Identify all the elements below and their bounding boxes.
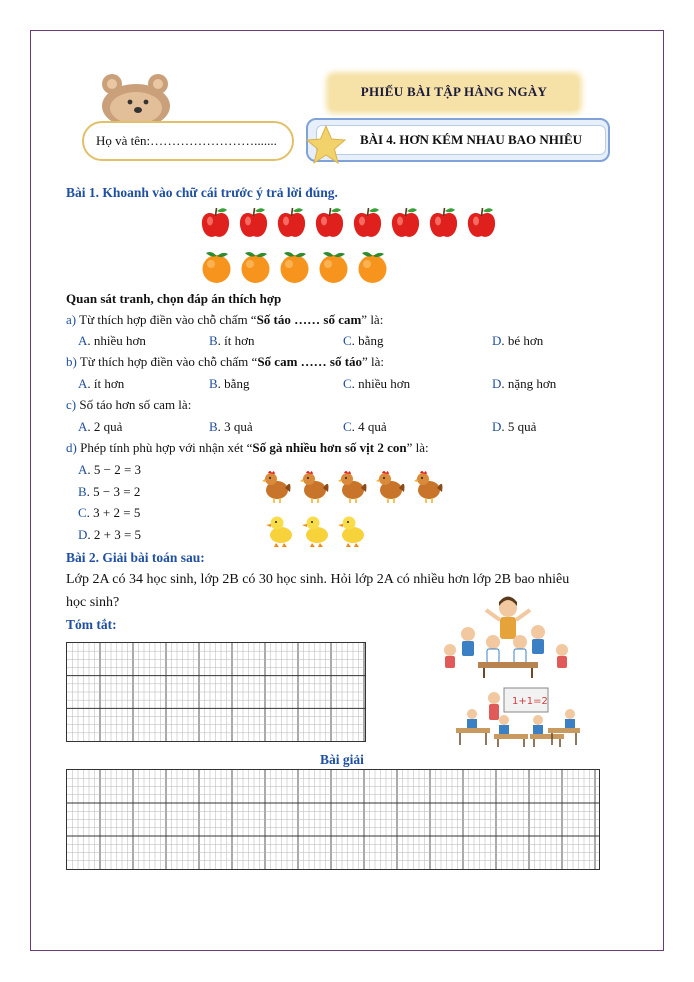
apple-icon (352, 206, 383, 240)
name-field[interactable]: Họ và tên:……………………....... (96, 133, 277, 148)
option-text: . 3 + 2 = 5 (86, 505, 141, 520)
option-letter: B (78, 483, 87, 499)
question-a (66, 312, 383, 328)
worksheet-title: PHIẾU BÀI TẬP HÀNG NGÀY (360, 84, 548, 99)
question-a-end: ” là: (361, 312, 384, 327)
chicken-icon (414, 468, 444, 504)
chicken-icon (300, 468, 330, 504)
apple-icon (238, 206, 269, 240)
orange-icon (239, 250, 272, 284)
question-c-label: c) (66, 397, 77, 412)
question-d-bold: Số gà nhiều hơn số vịt 2 con (252, 440, 407, 455)
option-text: . 4 quả (351, 419, 387, 434)
option-a[interactable] (78, 333, 146, 349)
orange-icon (356, 250, 389, 284)
option-text: . 5 − 2 = 3 (87, 462, 142, 477)
lesson-title: BÀI 4. HƠN KÉM NHAU BAO NHIÊU (359, 132, 583, 147)
option-text: . nặng hơn (501, 376, 557, 391)
option-text: . nhiều hơn (87, 333, 146, 348)
question-d-text: Phép tính phù hợp với nhận xét “ (76, 440, 253, 455)
apple-row (200, 206, 497, 240)
option-b[interactable] (209, 333, 255, 349)
option-letter: B (209, 419, 218, 434)
option-b[interactable] (78, 484, 140, 500)
question-d-label: d) (66, 440, 77, 455)
option-letter: A (78, 333, 88, 348)
option-letter: D (492, 419, 502, 434)
summary-label: Tóm tắt: (66, 617, 117, 632)
question-b-label: b) (66, 354, 77, 369)
problem-line-1: Lớp 2A có 34 học sinh, lớp 2B có 30 học sinh. Hỏi lớp 2A có nhiều hơn lớp 2B bao nhiêu (66, 572, 570, 587)
apple-icon (428, 206, 459, 240)
question-b (66, 354, 384, 370)
option-c[interactable] (343, 376, 410, 392)
apple-icon (314, 206, 345, 240)
option-letter: D (492, 376, 502, 391)
option-letter: D (492, 333, 502, 348)
option-text: . bằng (351, 333, 384, 348)
apple-icon (200, 206, 231, 240)
option-c[interactable] (343, 419, 387, 435)
question-b-text: Từ thích hợp điền vào chỗ chấm “ (76, 354, 258, 369)
grid-lines (67, 770, 599, 869)
option-letter: C (343, 419, 352, 434)
chicken-icon (376, 468, 406, 504)
option-text: . 2 quả (87, 419, 123, 434)
option-text: . bé hơn (501, 333, 544, 348)
option-text: . 5 − 3 = 2 (86, 483, 141, 499)
question-d-end: ” là: (406, 440, 429, 455)
option-b[interactable] (209, 376, 249, 392)
option-d[interactable] (78, 527, 141, 543)
question-a-bold: Số táo …… số cam (256, 312, 362, 327)
board-equation: 1+1=2 (512, 696, 548, 707)
question-a-text: Từ thích hợp điền vào chỗ chấm “ (76, 312, 257, 327)
option-text: . nhiều hơn (351, 376, 411, 391)
question-b-end: ” là: (362, 354, 385, 369)
duck-icon (338, 512, 366, 548)
question-c (66, 397, 191, 413)
chicken-icon (338, 468, 368, 504)
option-a[interactable] (78, 376, 124, 392)
option-text: . ít hơn (87, 376, 125, 391)
duck-icon (302, 512, 330, 548)
summary-grid[interactable] (66, 642, 366, 742)
duck-row (266, 512, 366, 548)
orange-row (200, 250, 389, 284)
option-letter: C (343, 333, 352, 348)
solution-grid[interactable] (66, 769, 600, 870)
option-letter: A (78, 462, 88, 477)
apple-icon (276, 206, 307, 240)
option-text: . 3 quả (217, 419, 253, 434)
grid-lines (67, 643, 365, 741)
chicken-icon (262, 468, 292, 504)
option-letter: A (78, 419, 88, 434)
question-b-bold: Số cam …… số táo (257, 354, 363, 369)
problem-line-2: học sinh? (66, 595, 120, 610)
option-d[interactable] (492, 376, 556, 392)
option-letter: B (209, 376, 218, 391)
option-a[interactable] (78, 419, 122, 435)
students-illustration (438, 594, 576, 680)
bear-icon (96, 72, 176, 128)
classroom-illustration (452, 684, 582, 748)
apple-icon (390, 206, 421, 240)
question-d (66, 440, 429, 456)
option-letter: A (78, 376, 88, 391)
orange-icon (200, 250, 233, 284)
option-letter: B (209, 333, 218, 348)
solution-label: Bài giải (320, 752, 364, 767)
bai1-heading: Bài 1. Khoanh vào chữ cái trước ý trả lời đúng. (66, 185, 338, 200)
option-d[interactable] (492, 419, 536, 435)
option-b[interactable] (209, 419, 253, 435)
orange-icon (278, 250, 311, 284)
duck-icon (266, 512, 294, 548)
bai2-heading: Bài 2. Giải bài toán sau: (66, 550, 205, 565)
option-text: . bằng (217, 376, 250, 391)
option-c[interactable] (343, 333, 383, 349)
observe-instruction: Quan sát tranh, chọn đáp án thích hợp (66, 291, 282, 306)
option-d[interactable] (492, 333, 543, 349)
question-a-label: a) (66, 312, 77, 327)
option-letter: C (343, 376, 352, 391)
option-text: . 5 quả (501, 419, 537, 434)
apple-icon (466, 206, 497, 240)
chicken-row (262, 468, 444, 504)
orange-icon (317, 250, 350, 284)
option-text: . 2 + 3 = 5 (87, 526, 142, 542)
option-letter: D (78, 526, 88, 542)
option-letter: C (78, 505, 87, 520)
option-a[interactable] (78, 462, 141, 478)
option-text: . ít hơn (217, 333, 255, 348)
question-c-text: Số táo hơn số cam là: (76, 397, 192, 412)
option-c[interactable] (78, 505, 140, 521)
